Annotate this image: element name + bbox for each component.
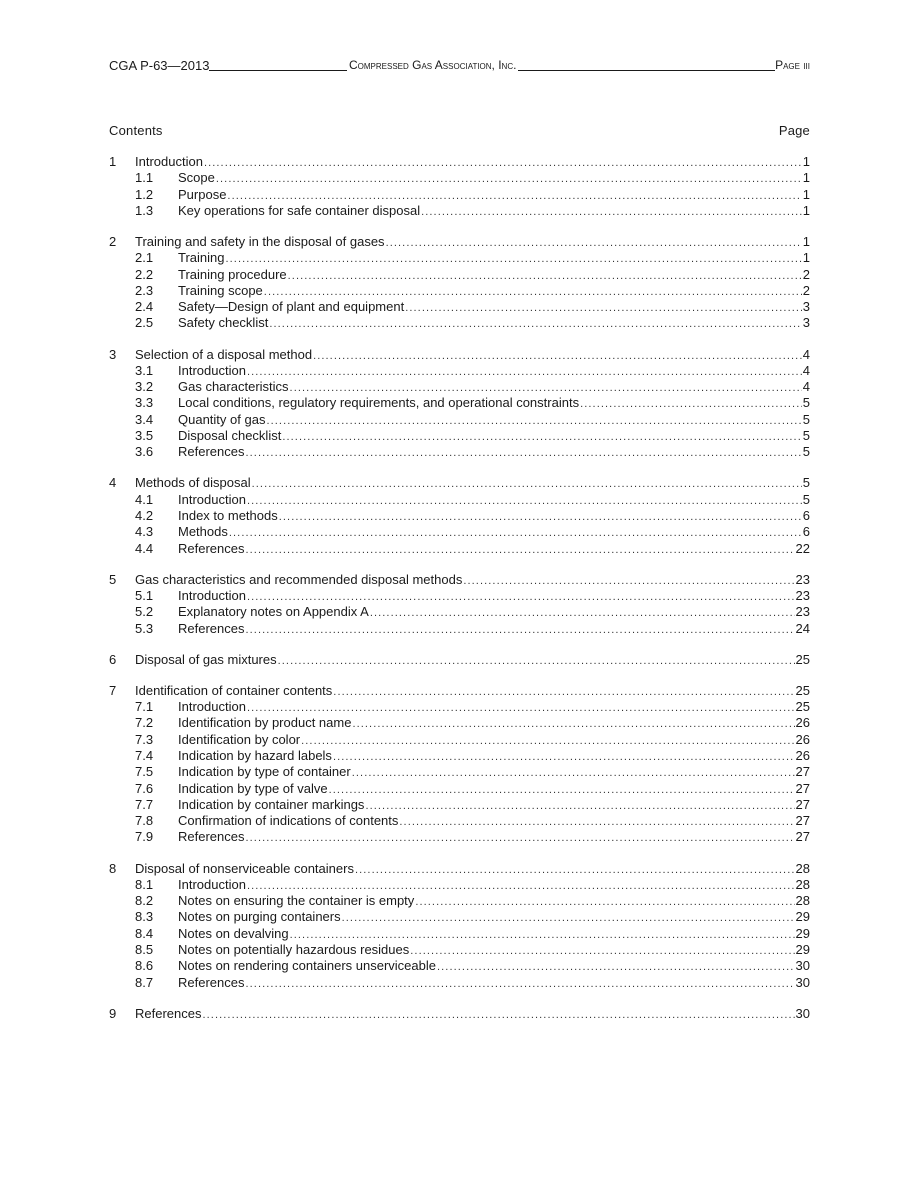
toc-entry-number: 4 — [109, 475, 117, 491]
toc-entry-title: Explanatory notes on Appendix A — [178, 604, 369, 620]
toc-entry-title: Disposal checklist — [178, 428, 282, 444]
dot-leader — [216, 171, 802, 187]
dot-leader — [279, 509, 802, 525]
toc-entry-title: Quantity of gas — [178, 411, 266, 427]
toc-entry-number: 2.2 — [135, 266, 154, 282]
toc-entry-number: 7.3 — [135, 731, 154, 747]
toc-subentry[interactable] — [109, 315, 810, 331]
toc-entry-number: 1.2 — [135, 186, 154, 202]
dot-leader — [245, 542, 794, 558]
toc-subentry[interactable] — [109, 492, 810, 508]
toc-entry-page: 2 — [802, 282, 810, 298]
toc-entry-page: 5 — [802, 475, 810, 491]
dot-leader — [278, 653, 795, 669]
toc-subentry[interactable] — [109, 699, 810, 715]
header-doc-id: CGA P-63—2013 — [109, 58, 210, 73]
toc-subentry[interactable] — [109, 621, 810, 637]
toc-subentry[interactable] — [109, 379, 810, 395]
toc-subentry[interactable] — [109, 588, 810, 604]
toc-entry-page: 28 — [795, 860, 810, 876]
dot-leader — [333, 684, 794, 700]
toc-entry-page: 6 — [802, 524, 810, 540]
toc-entry-number: 7.7 — [135, 796, 154, 812]
toc-entry-page: 5 — [802, 428, 810, 444]
dot-leader — [252, 476, 802, 492]
toc-entry-title: Methods of disposal — [135, 475, 251, 491]
toc-entry-number: 7.1 — [135, 699, 154, 715]
toc-section-7 — [109, 683, 810, 846]
dot-leader — [329, 782, 795, 798]
toc-entry-title: Indication by type of valve — [178, 780, 328, 796]
toc-section-8 — [109, 861, 810, 991]
toc-entry-number: 2.1 — [135, 250, 154, 266]
toc-entry-title: Indication by type of container — [178, 764, 351, 780]
toc-entry-page: 5 — [802, 491, 810, 507]
toc-entry-page: 24 — [795, 620, 810, 636]
toc-subentry[interactable] — [109, 813, 810, 829]
dot-leader — [247, 700, 795, 716]
dot-leader — [352, 765, 795, 781]
toc-section-6 — [109, 652, 810, 668]
toc-entry-page: 25 — [795, 699, 810, 715]
toc-entry-number: 2.5 — [135, 315, 154, 331]
toc-entry-number: 5.1 — [135, 588, 154, 604]
toc-subentry[interactable] — [109, 250, 810, 266]
toc-entry-number: 3.4 — [135, 411, 154, 427]
dot-leader — [264, 284, 802, 300]
toc-entry-title: Indication by container markings — [178, 796, 365, 812]
toc-entry-title: Identification of container contents — [135, 682, 333, 698]
toc-entry-number: 7.8 — [135, 813, 154, 829]
contents-heading-row — [109, 123, 810, 138]
toc-subentry[interactable] — [109, 732, 810, 748]
toc-entry-number: 2.4 — [135, 299, 154, 315]
toc-entry-number: 8.3 — [135, 909, 154, 925]
dot-leader — [247, 364, 802, 380]
toc-subentry[interactable] — [109, 715, 810, 731]
toc-subentry[interactable] — [109, 926, 810, 942]
header-publisher: Compressed Gas Association, Inc. — [347, 55, 518, 73]
toc-entry-page: 27 — [795, 796, 810, 812]
toc-entry-title: Introduction — [135, 154, 203, 169]
toc-entry-title: Key operations for safe container disposal — [178, 202, 421, 218]
toc-entry-number: 3.2 — [135, 379, 154, 395]
toc-section-1 — [109, 154, 810, 219]
dot-leader — [290, 380, 802, 396]
toc-entry-page: 4 — [802, 362, 810, 378]
toc-entry[interactable] — [109, 861, 810, 877]
toc-entry-page: 1 — [802, 154, 810, 169]
toc-subentry[interactable] — [109, 283, 810, 299]
toc-entry-number: 3 — [109, 346, 117, 362]
toc-entry-page: 4 — [802, 379, 810, 395]
toc-entry-number: 5.2 — [135, 604, 154, 620]
toc-entry-number: 8.6 — [135, 958, 154, 974]
toc-entry-page: 27 — [795, 829, 810, 845]
dot-leader — [245, 622, 794, 638]
toc-subentry[interactable] — [109, 909, 810, 925]
toc-section-4 — [109, 475, 810, 556]
toc-section-2 — [109, 234, 810, 332]
toc-entry-page: 29 — [795, 925, 810, 941]
toc-entry-title: Purpose — [178, 186, 227, 202]
toc-entry-title: Local conditions, regulatory requirements, and operational constraints — [178, 395, 580, 411]
toc-entry-page: 25 — [795, 651, 810, 667]
toc-entry-page: 30 — [795, 974, 810, 990]
dot-leader — [245, 445, 801, 461]
toc-entry[interactable] — [109, 1006, 810, 1022]
toc-section-9 — [109, 1006, 810, 1022]
toc-entry-number: 8.7 — [135, 974, 154, 990]
toc-entry-page: 23 — [795, 571, 810, 587]
toc-entry-number: 5 — [109, 571, 117, 587]
dot-leader — [269, 316, 801, 332]
dot-leader — [355, 862, 795, 878]
toc-entry-page: 4 — [802, 346, 810, 362]
toc-entry-number: 4.3 — [135, 524, 154, 540]
toc-entry-number: 7.5 — [135, 764, 154, 780]
toc-entry-number: 8.1 — [135, 876, 154, 892]
toc-subentry[interactable] — [109, 975, 810, 991]
toc-entry-title: Introduction — [178, 588, 246, 604]
dot-leader — [204, 155, 802, 171]
toc-entry-number: 9 — [109, 1005, 117, 1021]
toc-entry-page: 6 — [802, 508, 810, 524]
toc-subentry[interactable] — [109, 524, 810, 540]
toc-entry-title: References — [178, 829, 245, 845]
toc-entry-title: Identification by color — [178, 731, 301, 747]
toc-entry-number: 8 — [109, 860, 117, 876]
dot-leader — [463, 573, 794, 589]
toc-entry-number: 7.4 — [135, 747, 154, 763]
toc-entry-page: 29 — [795, 942, 810, 958]
toc-subentry[interactable] — [109, 958, 810, 974]
toc-entry-title: Introduction — [178, 362, 246, 378]
toc-entry-title: Identification by product name — [178, 715, 352, 731]
toc-subentry[interactable] — [109, 604, 810, 620]
toc-entry-page: 30 — [795, 1005, 810, 1021]
toc-entry-number: 3.6 — [135, 444, 154, 460]
page-column-heading: Page — [778, 123, 810, 138]
dot-leader — [580, 396, 802, 412]
toc-entry-title: Disposal of nonserviceable containers — [135, 860, 354, 876]
dot-leader — [437, 959, 795, 975]
toc-subentry[interactable] — [109, 797, 810, 813]
toc-entry-title: References — [178, 540, 245, 556]
dot-leader — [399, 814, 794, 830]
toc-entry-title: References — [178, 444, 245, 460]
toc-entry-title: Confirmation of indications of contents — [178, 813, 399, 829]
toc-entry-title: Gas characteristics and recommended disposal methods — [135, 571, 463, 587]
toc-entry-page: 23 — [795, 588, 810, 604]
toc-entry-title: Methods — [178, 524, 228, 540]
toc-entry-title: Safety—Design of plant and equipment — [178, 299, 405, 315]
dot-leader — [370, 605, 795, 621]
toc-subentry[interactable] — [109, 877, 810, 893]
toc-entry-title: References — [178, 620, 245, 636]
toc-entry-page: 30 — [795, 958, 810, 974]
dot-leader — [266, 413, 801, 429]
toc-entry-number: 1 — [109, 154, 117, 169]
toc-entry-page: 25 — [795, 682, 810, 698]
toc-subentry[interactable] — [109, 299, 810, 315]
toc-subentry[interactable] — [109, 764, 810, 780]
dot-leader — [410, 943, 794, 959]
toc-subentry[interactable] — [109, 444, 810, 460]
toc-entry-number: 3.1 — [135, 362, 154, 378]
dot-leader — [247, 589, 795, 605]
toc-entry-number: 3.5 — [135, 428, 154, 444]
toc-entry-page: 5 — [802, 395, 810, 411]
toc-subentry[interactable] — [109, 508, 810, 524]
toc-subentry[interactable] — [109, 267, 810, 283]
toc-entry-title: Introduction — [178, 699, 246, 715]
dot-leader — [227, 188, 801, 204]
toc-entry-number: 4.2 — [135, 508, 154, 524]
toc-entry-number: 8.4 — [135, 925, 154, 941]
toc-entry-page: 1 — [802, 233, 810, 249]
toc-entry-page: 28 — [795, 876, 810, 892]
toc-entry[interactable] — [109, 652, 810, 668]
toc-subentry[interactable] — [109, 187, 810, 203]
toc-entry-title: Training and safety in the disposal of gases — [135, 233, 385, 249]
dot-leader — [405, 300, 802, 316]
toc-entry-number: 7.9 — [135, 829, 154, 845]
dot-leader — [313, 348, 802, 364]
toc-entry-page: 1 — [802, 202, 810, 218]
toc-entry-page: 26 — [795, 747, 810, 763]
toc-entry-page: 2 — [802, 266, 810, 282]
dot-leader — [282, 429, 801, 445]
toc-subentry[interactable] — [109, 412, 810, 428]
toc-entry-title: Index to methods — [178, 508, 278, 524]
toc-entry-page: 26 — [795, 715, 810, 731]
toc-entry-page: 23 — [795, 604, 810, 620]
toc-entry-number: 4.4 — [135, 540, 154, 556]
toc-entry-number: 8.2 — [135, 893, 154, 909]
dot-leader — [288, 268, 802, 284]
toc-subentry[interactable] — [109, 203, 810, 219]
toc-entry-page: 3 — [802, 315, 810, 331]
toc-subentry[interactable] — [109, 781, 810, 797]
toc-entry-title: Training procedure — [178, 266, 287, 282]
toc-entry-page: 1 — [802, 186, 810, 202]
toc-entry-page: 5 — [802, 444, 810, 460]
dot-leader — [247, 493, 802, 509]
toc-subentry[interactable] — [109, 395, 810, 411]
toc-entry-page: 1 — [802, 170, 810, 186]
toc-entry-page: 27 — [795, 764, 810, 780]
toc-entry-title: Selection of a disposal method — [135, 346, 313, 362]
toc-entry[interactable] — [109, 572, 810, 588]
toc-entry-title: References — [135, 1005, 202, 1021]
toc-entry-title: Gas characteristics — [178, 379, 289, 395]
dot-leader — [301, 733, 794, 749]
toc-entry-title: Training — [178, 250, 225, 266]
dot-leader — [245, 976, 794, 992]
toc-entry-page: 3 — [802, 299, 810, 315]
toc-entry[interactable] — [109, 154, 810, 170]
contents-heading: Contents — [109, 123, 163, 138]
dot-leader — [386, 235, 802, 251]
toc-entry-title: Notes on purging containers — [178, 909, 341, 925]
toc-entry-page: 1 — [802, 250, 810, 266]
toc-entry-title: Notes on rendering containers unserviceable — [178, 958, 436, 974]
toc-subentry[interactable] — [109, 363, 810, 379]
toc-entry-title: Disposal of gas mixtures — [135, 651, 277, 667]
toc-entry-title: Notes on ensuring the container is empty — [178, 893, 415, 909]
toc-section-5 — [109, 572, 810, 637]
toc-entry-number: 6 — [109, 651, 117, 667]
dot-leader — [365, 798, 794, 814]
toc-entry[interactable] — [109, 683, 810, 699]
dot-leader — [421, 204, 802, 220]
toc-entry-number: 8.5 — [135, 942, 154, 958]
toc-subentry[interactable] — [109, 541, 810, 557]
table-of-contents — [109, 154, 810, 1037]
toc-entry-number: 7.2 — [135, 715, 154, 731]
toc-entry-title: Introduction — [178, 876, 246, 892]
dot-leader — [290, 927, 795, 943]
toc-entry-page: 22 — [795, 540, 810, 556]
toc-entry-page: 26 — [795, 731, 810, 747]
toc-entry-number: 7 — [109, 682, 117, 698]
dot-leader — [245, 830, 794, 846]
toc-entry-title: Introduction — [178, 491, 246, 507]
dot-leader — [247, 878, 795, 894]
dot-leader — [415, 894, 794, 910]
toc-entry[interactable] — [109, 347, 810, 363]
toc-entry-title: Notes on potentially hazardous residues — [178, 942, 410, 958]
toc-entry-number: 2 — [109, 233, 117, 249]
dot-leader — [229, 525, 802, 541]
toc-subentry[interactable] — [109, 829, 810, 845]
toc-subentry[interactable] — [109, 893, 810, 909]
toc-entry-title: Notes on devalving — [178, 925, 289, 941]
toc-subentry[interactable] — [109, 748, 810, 764]
toc-entry-number: 5.3 — [135, 620, 154, 636]
toc-entry-number: 7.6 — [135, 780, 154, 796]
dot-leader — [342, 910, 795, 926]
dot-leader — [202, 1007, 794, 1023]
toc-entry-page: 5 — [802, 411, 810, 427]
toc-entry-title: References — [178, 974, 245, 990]
header-page-label: Page iii — [775, 58, 810, 72]
toc-subentry[interactable] — [109, 428, 810, 444]
toc-subentry[interactable] — [109, 170, 810, 186]
toc-subentry[interactable] — [109, 942, 810, 958]
toc-entry-page: 27 — [795, 813, 810, 829]
dot-leader — [333, 749, 795, 765]
toc-entry[interactable] — [109, 475, 810, 491]
toc-entry-number: 3.3 — [135, 395, 154, 411]
toc-entry-title: Scope — [178, 170, 215, 186]
toc-entry-number: 4.1 — [135, 491, 154, 507]
toc-entry-page: 27 — [795, 780, 810, 796]
toc-entry-title: Training scope — [178, 282, 263, 298]
toc-entry-page: 29 — [795, 909, 810, 925]
toc-entry-page: 28 — [795, 893, 810, 909]
toc-entry-number: 1.1 — [135, 170, 154, 186]
toc-entry-title: Indication by hazard labels — [178, 747, 332, 763]
toc-entry-title: Safety checklist — [178, 315, 269, 331]
toc-section-3 — [109, 347, 810, 461]
toc-entry-number: 1.3 — [135, 202, 154, 218]
dot-leader — [225, 251, 801, 267]
toc-entry[interactable] — [109, 234, 810, 250]
dot-leader — [352, 716, 794, 732]
toc-entry-number: 2.3 — [135, 282, 154, 298]
